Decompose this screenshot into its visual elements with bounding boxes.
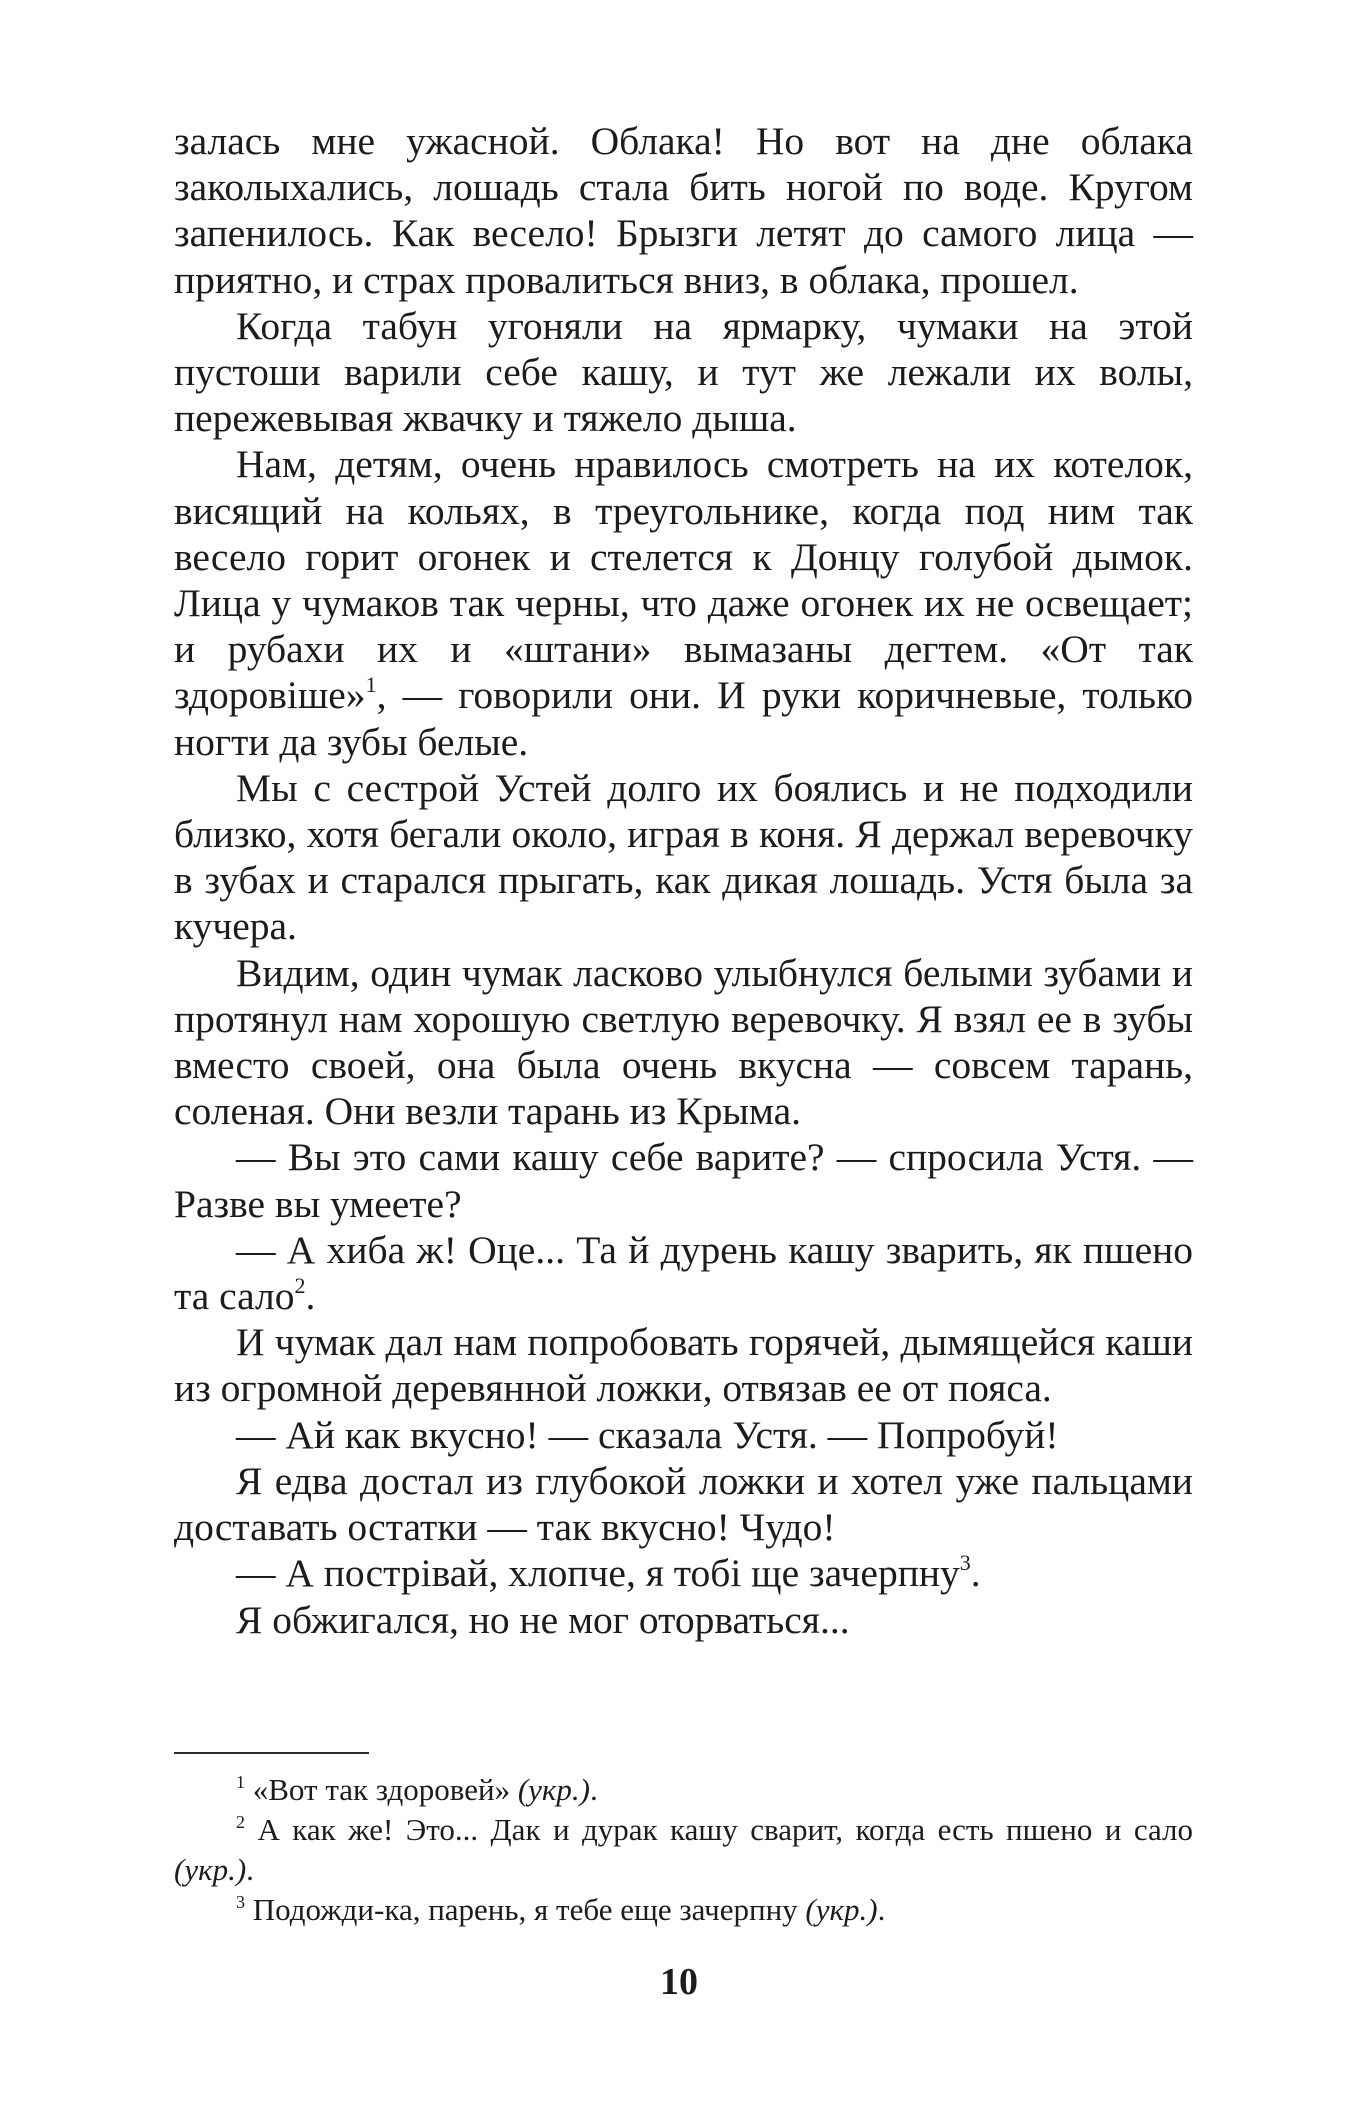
footnote-end: . xyxy=(246,1852,254,1887)
footnotes xyxy=(174,1770,1193,1930)
paragraph: — Вы это сами кашу себе варите? — спросила Устя. — Разве вы умеете? xyxy=(174,1135,1193,1226)
paragraph: Видим, один чумак ласково улыбнулся белыми зубами и протянул нам хорошую светлую веревочку. Я взял ее в зубы вместо своей, она была очень вкусна — совсем тарань, соленая. Они везли тарань из Крыма. xyxy=(174,950,1193,1134)
footnote-text: А как же! Это... Дак и дурак кашу сварит, когда есть пшено и сало xyxy=(257,1812,1194,1847)
footnote-mark: 2 xyxy=(294,1273,306,1299)
footnote xyxy=(174,1890,1193,1930)
footnote-mark: 3 xyxy=(959,1550,971,1576)
paragraph: Мы с сестрой Устей долго их боялись и не подходили близко, хотя бегали около, играя в коня. Я держал веревочку в зубах и старался прыгать, как дикая лошадь. Устя была за кучера. xyxy=(174,765,1193,949)
paragraph xyxy=(174,1550,1193,1596)
paragraph: — Ай как вкусно! — сказала Устя. — Попробуй! xyxy=(236,1412,1059,1457)
paragraph-text: , — говорили они. И руки коричневые, только ногти да зубы белые. xyxy=(174,673,1193,764)
footnote-lang: (укр.) xyxy=(174,1852,247,1887)
paragraph-text: . xyxy=(970,1551,981,1596)
paragraph: Я обжигался, но не мог оторваться... xyxy=(236,1597,850,1642)
footnote-number: 2 xyxy=(236,1812,245,1832)
footnote-divider xyxy=(174,1752,369,1754)
paragraph xyxy=(174,441,1193,764)
footnote-number: 1 xyxy=(236,1772,245,1792)
footnote xyxy=(174,1810,1193,1890)
footnote-lang: (укр.) xyxy=(517,1772,590,1807)
footnote-lang: (укр.) xyxy=(805,1892,878,1927)
paragraph: И чумак дал нам попробовать горячей, дымящейся каши из огромной деревянной ложки, отвязав ее от пояса. xyxy=(174,1320,1193,1411)
paragraph-text: Нам, детям, очень нравилось смотреть на их котелок, висящий на кольях, в треугольнике, когда под ним так весело горит огонек и стелется к Донцу голубой дымок. Лица у чумаков так черны, что даже огонек их не освещает; и рубахи их и «штани» вымазаны дегтем. «От так здоровіше» xyxy=(174,442,1193,718)
paragraph: Когда табун угоняли на ярмарку, чумаки на этой пустоши варили себе кашу, и тут же лежали их волы, пережевывая жвачку и тяжело дыша. xyxy=(174,303,1193,441)
paragraph-text: . xyxy=(305,1274,316,1319)
footnote xyxy=(174,1770,1193,1810)
footnote-end: . xyxy=(877,1892,886,1927)
main-text xyxy=(174,118,1193,1643)
paragraph-text: — А пострівай, хлопче, я тобі ще зачерпну xyxy=(236,1551,960,1596)
paragraph: залась мне ужасной. Облака! Но вот на дне облака заколыхались, лошадь стала бить ногой по воде. Кругом запенилось. Как весело! Брызги летят до самого лица — приятно, и страх провалиться вниз, в облака, прошел. xyxy=(174,119,1193,302)
footnote-mark: 1 xyxy=(365,672,377,698)
paragraph xyxy=(174,1227,1193,1319)
footnote-text: Подожди-ка, парень, я тебе еще зачерпну xyxy=(252,1892,806,1927)
paragraph-text: — А хиба ж! Оце... Та й дурень кашу зварить, як пшено та сало xyxy=(174,1227,1193,1319)
paragraph: Я едва достал из глубокой ложки и хотел уже пальцами доставать остатки — так вкусно! Чудо! xyxy=(174,1458,1193,1550)
footnote-text: «Вот так здоровей» xyxy=(252,1772,518,1807)
page-number: 10 xyxy=(660,1961,698,2003)
footnote-number: 3 xyxy=(236,1892,245,1912)
footnote-end: . xyxy=(590,1772,598,1807)
